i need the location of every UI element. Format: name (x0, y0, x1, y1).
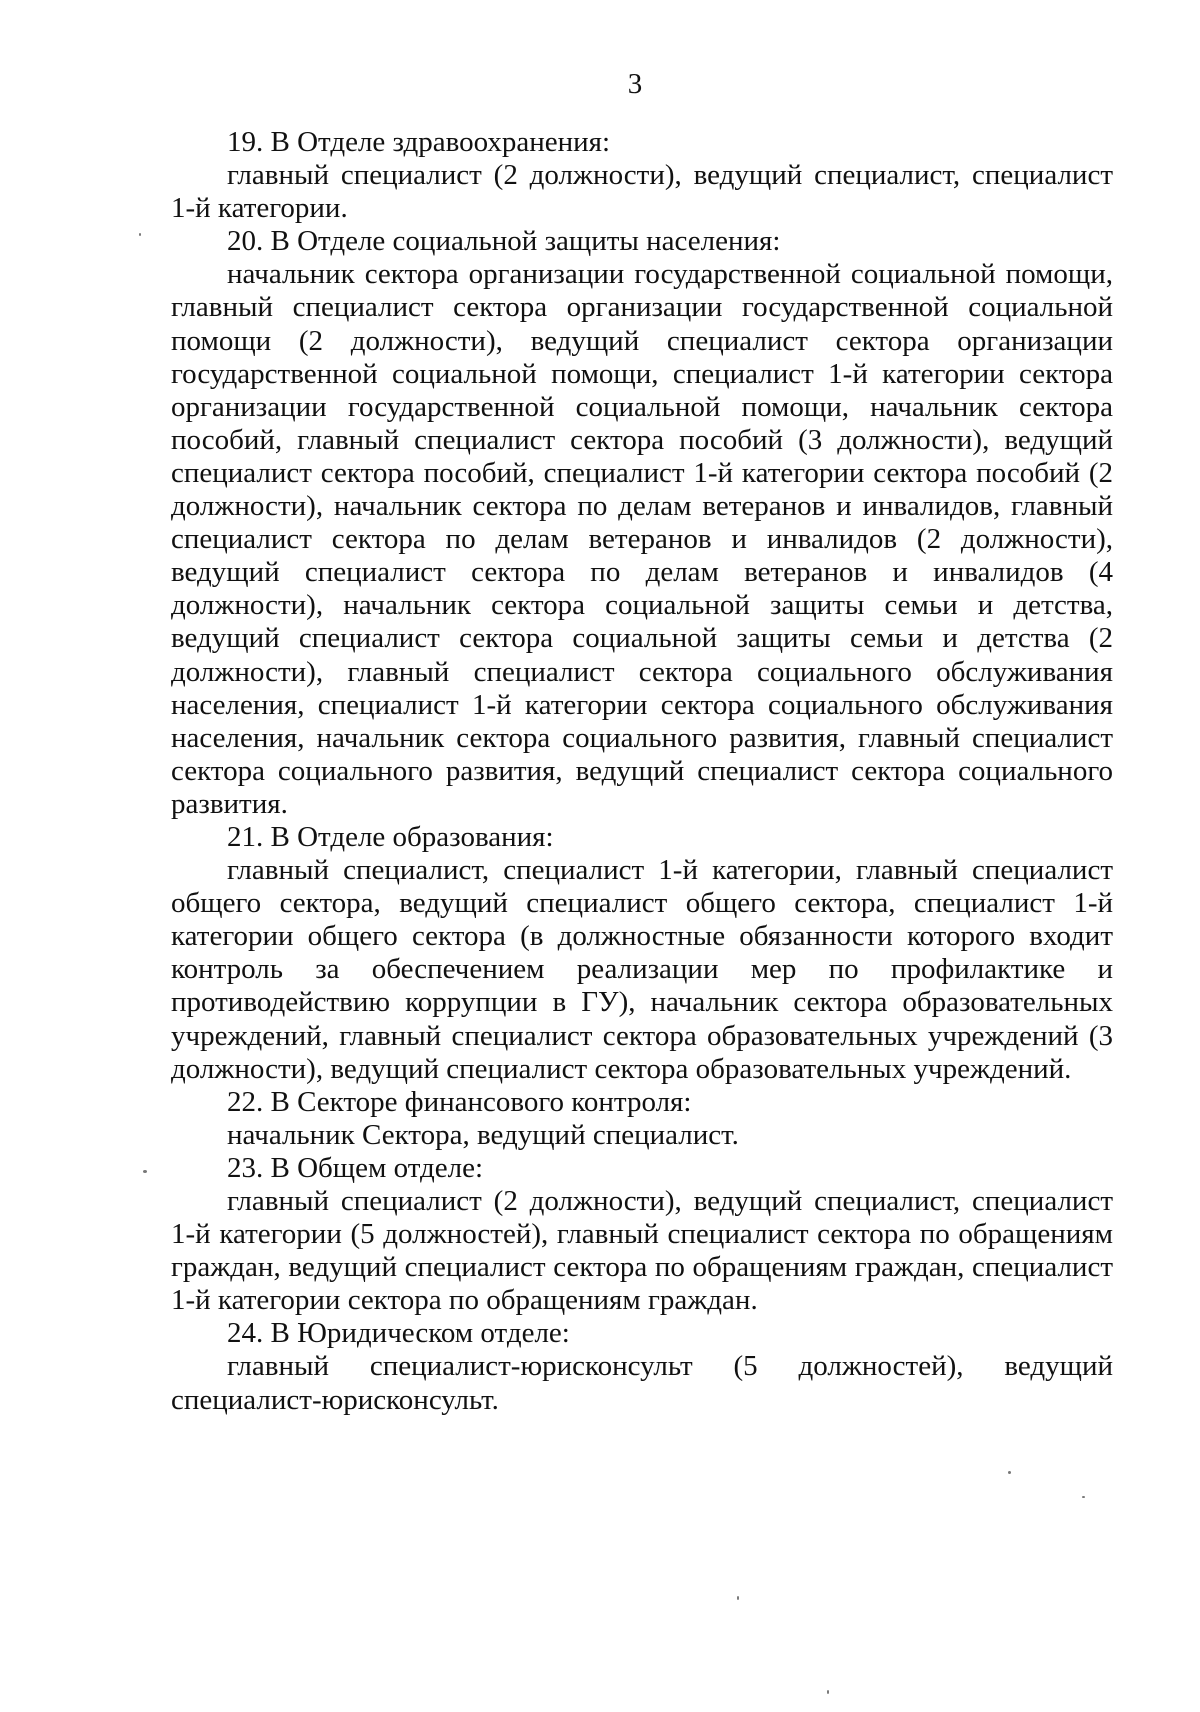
section-text-20: начальник сектора организации государственной социальной помощи, главный специалист сектора организации государственной социальной помощи (2 должности), ведущий специалист сектора организации государственной социальной помощи, специалист 1-й категории сектора организации государственной социальной помощи, начальник сектора пособий, главный специалист сектора пособий (3 должности), ведущий специалист сектора пособий, специалист 1-й категории сектора пособий (2 должности), начальник сектора по делам ветеранов и инвалидов, главный специалист сектора по делам ветеранов и инвалидов (2 должности), ведущий специалист сектора по делам ветеранов и инвалидов (4 должности), начальник сектора социальной защиты семьи и детства, ведущий специалист сектора социальной защиты семьи и детства (2 должности), главный специалист сектора социального обслуживания населения, специалист 1-й категории сектора социального обслуживания населения, начальник сектора социального развития, главный специалист сектора социального развития, ведущий специалист сектора социального развития. (171, 258, 1113, 820)
scan-speck (1008, 1471, 1011, 1474)
section-heading-20: 20. В Отделе социальной защиты населения: (227, 225, 781, 258)
section-text-22: начальник Сектора, ведущий специалист. (227, 1118, 739, 1151)
scan-speck (139, 233, 141, 236)
section-heading-24: 24. В Юридическом отделе: (227, 1317, 570, 1350)
section-text-21: главный специалист, специалист 1-й категории, главный специалист общего сектора, ведущий специалист общего сектора, специалист 1-й категории общего сектора (в должностные обязанности которого входит контроль за обеспечением реализации мер по профилактике и противодействию коррупции в ГУ), начальник сектора образовательных учреждений, главный специалист сектора образовательных учреждений (3 должности), ведущий специалист сектора образовательных учреждений. (171, 854, 1113, 1085)
scan-speck (143, 1170, 147, 1173)
page-number: 3 (627, 68, 643, 100)
section-heading-23: 23. В Общем отделе: (227, 1151, 484, 1184)
section-heading-21: 21. В Отделе образования: (227, 820, 554, 853)
section-text-19: главный специалист (2 должности), ведущий специалист, специалист 1-й категории. (171, 159, 1113, 225)
document-body (171, 126, 1113, 1417)
section-heading-19: 19. В Отделе здравоохранения: (227, 126, 611, 158)
scan-speck (827, 1690, 829, 1694)
scan-speck (1082, 1496, 1085, 1498)
scan-speck (737, 1596, 739, 1600)
section-text-24: главный специалист-юрисконсульт (5 должностей), ведущий специалист-юрисконсульт. (171, 1350, 1113, 1416)
section-heading-22: 22. В Секторе финансового контроля: (227, 1085, 692, 1118)
section-text-23: главный специалист (2 должности), ведущий специалист, специалист 1-й категории (5 должностей), главный специалист сектора по обращениям граждан, ведущий специалист сектора по обращениям граждан, специалист 1-й категории сектора по обращениям граждан. (171, 1185, 1113, 1317)
